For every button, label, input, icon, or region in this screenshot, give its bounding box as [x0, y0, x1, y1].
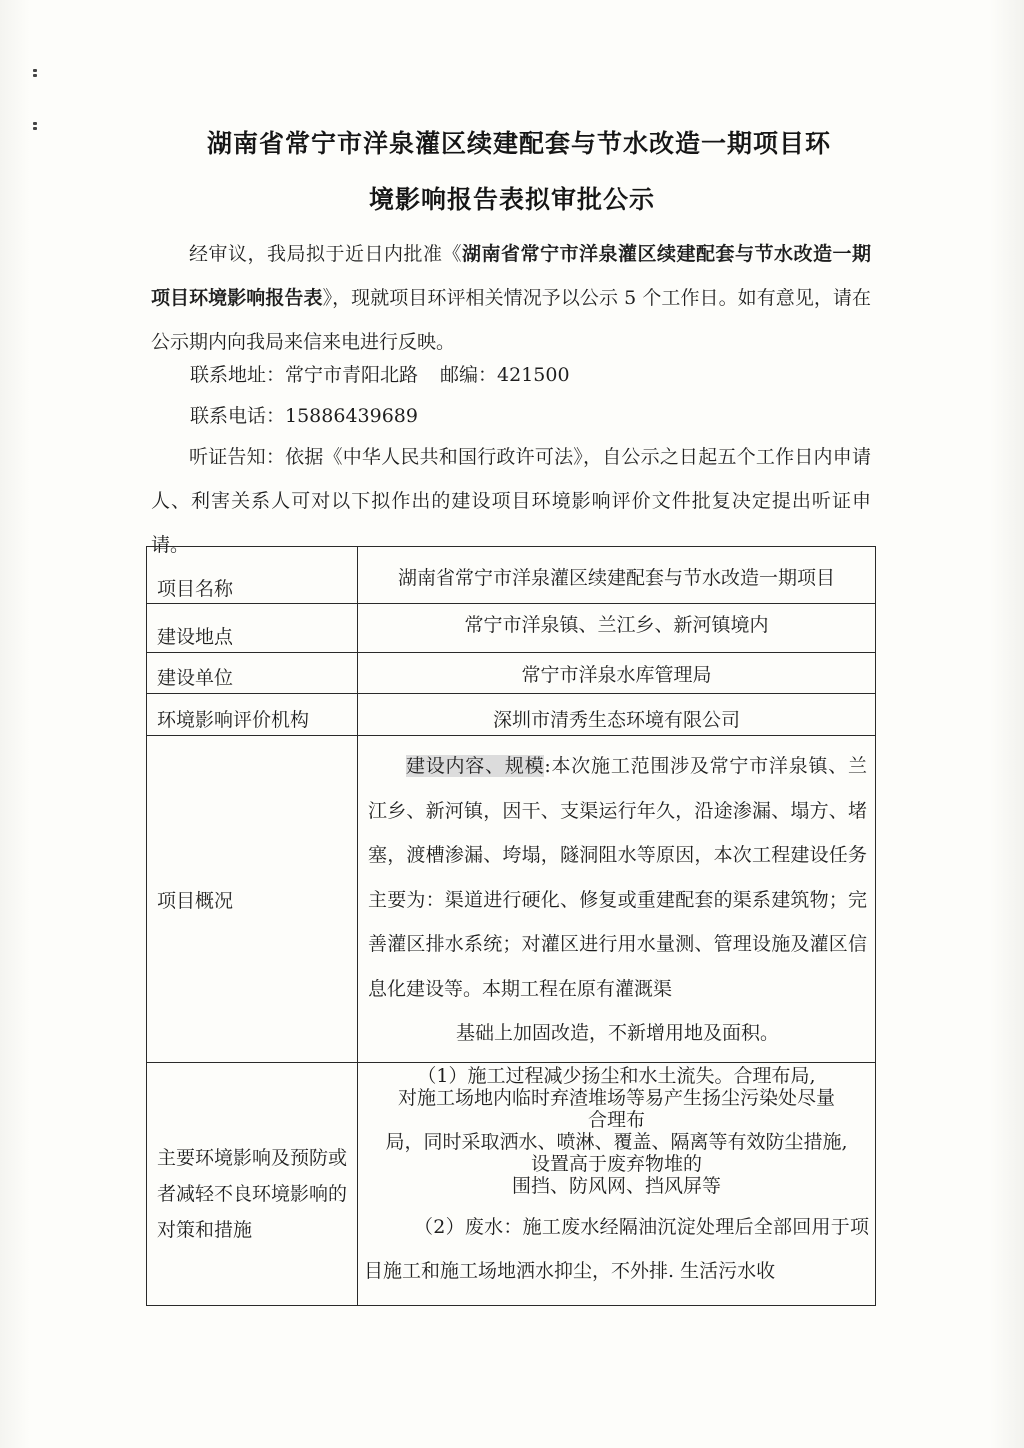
location-value: 常宁市洋泉镇、兰江乡、新河镇境内 [358, 604, 876, 653]
measures-1-line: 局，同时采取洒水、喷淋、覆盖、隔离等有效防尘措施, [385, 1131, 848, 1153]
overview-body [368, 744, 867, 1056]
contact-phone: 联系电话：15886439689 [190, 405, 418, 427]
unit-value: 常宁市洋泉水库管理局 [358, 653, 876, 694]
contact-address: 联系地址：常宁市青阳北路 [190, 364, 419, 386]
intro-before: 经审议，我局拟于近日内批准《 [189, 243, 462, 265]
overview-value [358, 736, 876, 1063]
project-info-table [146, 546, 876, 1306]
table-row [147, 736, 876, 1063]
scan-mark [33, 74, 37, 77]
scan-mark [33, 69, 37, 72]
measures-item-1 [364, 1065, 869, 1197]
table-row [147, 604, 876, 653]
measures-1-line: 对施工场地内临时弃渣堆场等易产生扬尘污染处尽量 [397, 1087, 835, 1109]
measures-label: 主要环境影响及预防或者减轻不良环境影响的对策和措施 [147, 1063, 358, 1306]
measures-value [358, 1063, 876, 1306]
measures-1-line: 围挡、防风网、挡风屏等 [511, 1175, 721, 1197]
project-name-label: 项目名称 [147, 547, 358, 604]
measures-1-line: （1）施工过程减少扬尘和水土流失。合理布局, [417, 1065, 816, 1087]
postcode: 邮编：421500 [440, 364, 570, 386]
intro-paragraph [151, 232, 871, 364]
eia-org-value: 深圳市清秀生态环境有限公司 [358, 694, 876, 736]
intro-project-report: 湖南省常宁市洋泉灌区续建配套与节水改造一期项目环境影响报告表 [151, 243, 871, 309]
location-label: 建设地点 [147, 604, 358, 653]
overview-last-line: 基础上加固改造，不新增用地及面积。 [455, 1022, 779, 1044]
document-title-line-1: 湖南省常宁市洋泉灌区续建配套与节水改造一期项目环 [206, 129, 831, 158]
measures-item-2: （2）废水：施工废水经隔油沉淀处理后全部回用于项目施工和施工场地洒水抑尘，不外排. 生活污水收 [364, 1216, 869, 1282]
table-row [147, 653, 876, 694]
table-row [147, 1063, 876, 1306]
project-name-value: 湖南省常宁市洋泉灌区续建配套与节水改造一期项目 [358, 547, 876, 604]
eia-org-label: 环境影响评价机构 [147, 694, 358, 736]
intro-after: 》，现就项目环评相关情况予以公示 5 个工作日。如有意见，请在公示期内向我局来信来电进行反映。 [151, 287, 871, 353]
measures-1-line: 合理布 [587, 1109, 645, 1131]
overview-highlight: 建设内容、规模 [406, 755, 545, 777]
unit-label: 建设单位 [147, 653, 358, 694]
document-title-line-2: 境影响报告表拟审批公示 [368, 185, 655, 214]
hearing-notice: 听证告知：依据《中华人民共和国行政许可法》，自公示之日起五个工作日内申请人、利害关系人可对以下拟作出的建设项目环境影响评价文件批复决定提出听证申请。 [151, 446, 871, 556]
overview-text: :本次施工范围涉及常宁市洋泉镇、兰江乡、新河镇，因干、支渠运行年久，沿途渗漏、塌方、堵塞，渡槽渗漏、垮塌，隧洞阻水等原因，本次工程建设任务主要为：渠道进行硬化、修复或重建配套的渠系建筑物；完善灌区排水系统；对灌区进行用水量测、管理设施及灌区信息化建设等。本期工程在原有灌溉渠 [368, 755, 867, 1000]
table-row [147, 547, 876, 604]
overview-label: 项目概况 [147, 736, 358, 1063]
measures-1-line: 设置高于废弃物堆的 [530, 1153, 702, 1175]
table-row [147, 694, 876, 736]
contact-address-line [190, 360, 570, 390]
